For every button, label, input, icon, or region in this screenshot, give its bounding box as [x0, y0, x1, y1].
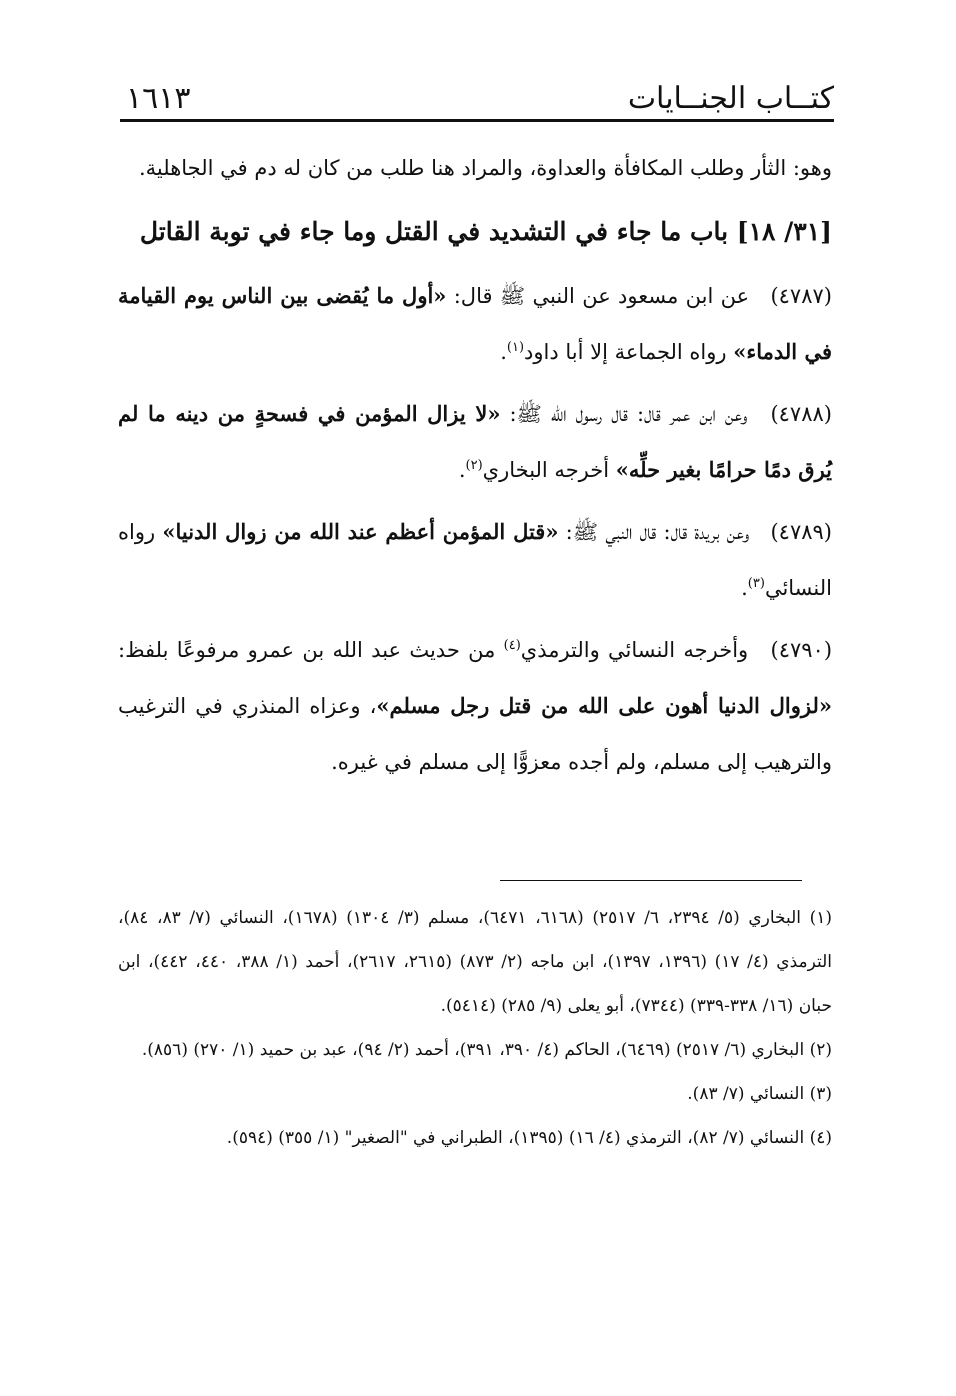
- hadith-source: رواه الجماعة إلا أبا داود: [524, 340, 734, 364]
- hadith-4787: [118, 268, 832, 380]
- footnote-ref: (٢): [465, 458, 483, 473]
- page-number: ١٦١٣: [126, 81, 191, 116]
- intro-text: وهو: الثأر وطلب المكافأة والعداوة، والمراد هنا طلب من كان له دم في الجاهلية.: [138, 156, 832, 180]
- footnote-ref: (٣): [747, 576, 765, 591]
- hadith-intro: وأخرجه النسائي والترمذي: [520, 638, 749, 662]
- footnote-2: (٢) البخاري (٦/ ٢٥١٧) (٦٤٦٩)، الحاكم (٤/ ٣٩٠، ٣٩١)، أحمد (٢/ ٩٤)، عبد بن حميد (١/ ٢٧٠) (٨٥٦).: [141, 1040, 832, 1060]
- footnote-3: (٣) النسائي (٧/ ٨٣).: [687, 1084, 832, 1104]
- footnote-1: (١) البخاري (٥/ ٢٣٩٤، ٦/ ٢٥١٧) (٦١٦٨، ٦٤٧١)، مسلم (٣/ ١٣٠٤) (١٦٧٨)، النسائي (٧/ ٨٣، ٨٤)، الترمذي (٤/ ١٧) (١٣٩٦، ١٣٩٧)، ابن ماجه (٢/ ٨٧٣) (٢٦١٥، ٢٦١٧)، أحمد (١/ ٣٨٨، ٤٤٠، ٤٤٢)، ابن حبان (١٦/ ٣٣٨-٣٣٩) (٧٣٤٤)، أبو يعلى (٩/ ٢٨٥) (٥٤١٤).: [118, 908, 833, 1016]
- footnote-4: (٤) النسائي (٧/ ٨٢)، الترمذي (٤/ ١٦) (١٣٩٥)، الطبراني في "الصغير" (١/ ٣٥٥) (٥٩٤).: [226, 1128, 832, 1148]
- main-text: [118, 140, 832, 796]
- hadith-quote: «أول ما يُقضى بين الناس يوم القيامة في الدماء»: [118, 283, 832, 364]
- hadith-source: رواه النسائي: [118, 520, 832, 600]
- hadith-quote: «لزوال الدنيا أهون على الله من قتل رجل مسلم»: [376, 693, 832, 718]
- hadith-number: (٤٧٨٧): [770, 284, 832, 308]
- hadith-commentary: ، وعزاه المنذري في الترغيب والترهيب إلى مسلم، ولم أجده معزوًّا إلى مسلم في غيره.: [118, 694, 832, 774]
- hadith-end: .: [741, 576, 748, 600]
- section-heading: [٣١/ ١٨] باب ما جاء في التشديد في القتل وما جاء في توبة القاتل: [139, 217, 832, 246]
- hadith-end: .: [500, 340, 507, 364]
- page-header: [120, 80, 834, 122]
- hadith-4790: [118, 622, 832, 790]
- hadith-number: (٤٧٨٨): [770, 402, 832, 426]
- hadith-intro-cont: من حديث عبد الله بن عمرو مرفوعًا بلفظ:: [118, 638, 504, 662]
- footnotes: [118, 896, 832, 1160]
- hadith-source: أخرجه البخاري: [482, 458, 616, 482]
- footnote-ref: (٤): [503, 638, 521, 653]
- hadith-intro: وعن بريدة قال: قال النبي ﷺ:: [558, 520, 750, 544]
- hadith-quote: «لا يزال المؤمن في فسحةٍ من دينه ما لم يُرق دمًا حرامًا بغير حلِّه»: [118, 401, 832, 482]
- hadith-4789: [118, 504, 832, 616]
- hadith-end: .: [458, 458, 466, 482]
- hadith-4788: [118, 386, 832, 498]
- hadith-intro: وعن ابن عمر قال: قال رسول الله ﷺ:: [500, 402, 748, 426]
- header-rule: [120, 119, 834, 122]
- hadith-quote: «قتل المؤمن أعظم عند الله من زوال الدنيا»: [162, 519, 559, 544]
- footnote-ref: (١): [506, 340, 525, 355]
- footnote-divider: [500, 880, 802, 881]
- hadith-number: (٤٧٩٠): [770, 638, 833, 662]
- hadith-intro: عن ابن مسعود عن النبي ﷺ قال:: [446, 284, 750, 308]
- hadith-number: (٤٧٨٩): [770, 520, 832, 544]
- chapter-title: كتــاب الجنــايات: [627, 81, 834, 116]
